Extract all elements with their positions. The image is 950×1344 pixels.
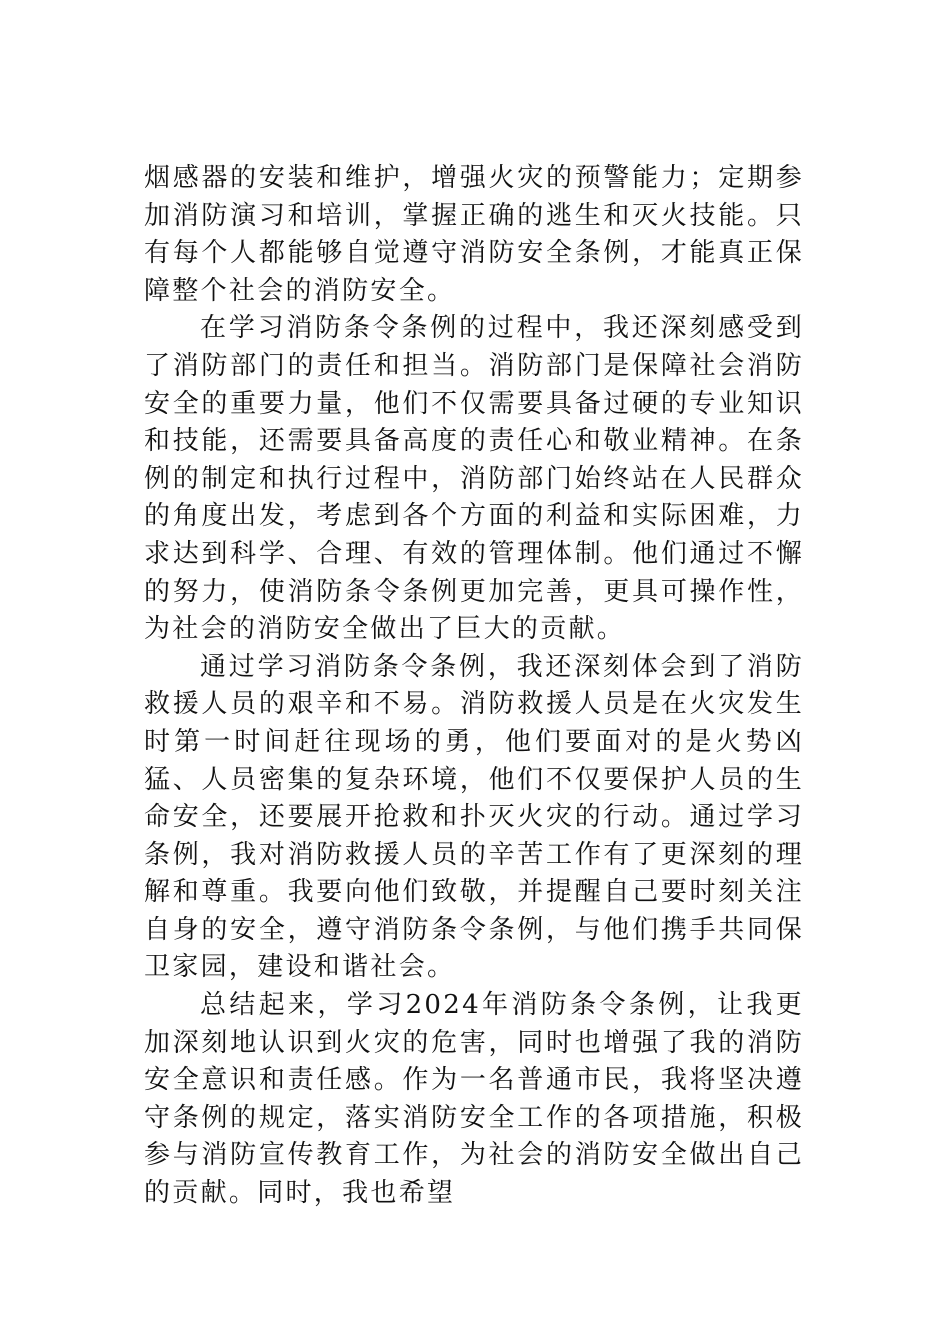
paragraph-fire-department: 在学习消防条令条例的过程中，我还深刻感受到了消防部门的责任和担当。消防部门是保障社会消防安全的重要力量，他们不仅需要具备过硬的专业知识和技能，还需要具备高度的责任心和敬业精神。在条例的制定和执行过程中，消防部门始终站在人民群众的角度出发，考虑到各个方面的利益和实际困难，力求达到科学、合理、有效的管理体制。他们通过不懈的努力，使消防条令条例更加完善，更具可操作性，为社会的消防安全做出了巨大的贡献。 [144,313,804,645]
paragraph-summary: 总结起来，学习2024年消防条令条例，让我更加深刻地认识到火灾的危害，同时也增强了我的消防安全意识和责任感。作为一名普通市民，我将坚决遵守条例的规定，落实消防安全工作的各项措施，积极参与消防宣传教育工作，为社会的消防安全做出自己的贡献。同时，我也希望 [144,990,804,1209]
paragraph-rescue-personnel: 通过学习消防条令条例，我还深刻体会到了消防救援人员的艰辛和不易。消防救援人员是在火灾发生时第一时间赶往现场的勇，他们要面对的是火势凶猛、人员密集的复杂环境，他们不仅要保护人员的生命安全，还要展开抢救和扑灭火灾的行动。通过学习条例，我对消防救援人员的辛苦工作有了更深刻的理解和尊重。我要向他们致敬，并提醒自己要时刻关注自身的安全，遵守消防条令条例，与他们携手共同保卫家园，建设和谐社会。 [144,651,804,983]
paragraph-continuation: 烟感器的安装和维护，增强火灾的预警能力；定期参加消防演习和培训，掌握正确的逃生和灭火技能。只有每个人都能够自觉遵守消防安全条例，才能真正保障整个社会的消防安全。 [144,163,804,306]
document-body [144,160,804,1213]
